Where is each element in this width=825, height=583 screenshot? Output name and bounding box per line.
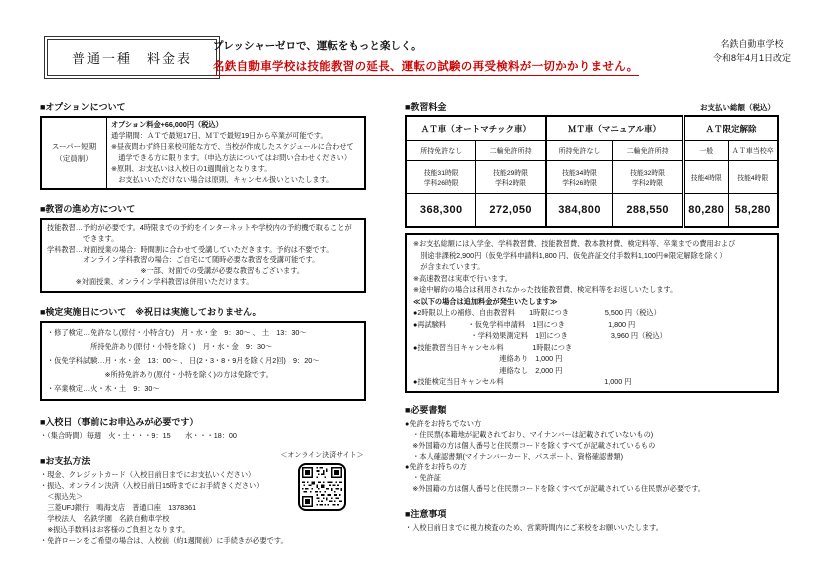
hours-cell	[476, 161, 546, 194]
payment-bank-line: 三菱UFJ銀行 鳴海支店 普通口座 1378361	[40, 503, 197, 513]
document-title-box	[44, 36, 220, 79]
progress-line: できます。	[47, 233, 119, 243]
payment-line: ・免許ローンをご希望の場合は、入校前（約1週間前）に手続きが必要です。	[40, 535, 288, 545]
pricing-table	[405, 115, 779, 228]
progress-line: オンライン学科教習の場合：ご自宅にて随時必要な教習を受講可能です。	[47, 255, 320, 265]
documents-line: ※外国籍の方は個人番号と住民票コードを除くすべてが記載されている住民票が必要です。	[405, 484, 705, 494]
school-info	[713, 38, 791, 66]
surcharge-line: ●再試験料 ・仮免学科申請料 1回につき 1,800 円	[413, 319, 636, 329]
exam-line: 所持免許あり(原付・小特を除く) 月・水・金 9：30～	[47, 342, 273, 352]
skill-hours: 技能29時限	[493, 170, 528, 177]
option-price-line: オプション料金+66,000円（税込）	[111, 120, 223, 129]
hours-cell	[683, 161, 728, 194]
entry-line: ・（集合時間）毎週 火・土・・・9：15 水・・・18：00	[40, 431, 237, 441]
documents-heading: ■必要書類	[405, 404, 447, 415]
exam-box	[40, 321, 366, 401]
document-title: 普通一種 料金表	[47, 39, 217, 76]
pricing-notes-box	[405, 233, 779, 393]
documents-line: ※外国籍の方は個人番号と住民票コードを除くすべてが記載されているもの	[405, 440, 656, 450]
progress-box	[40, 218, 366, 294]
progress-line: 技能教習…予約が必要です。4時限までの予約をインターネットや学校内の予約機で取ることが	[47, 222, 352, 232]
license-header: 一般	[683, 141, 728, 161]
price-cell: 384,800	[546, 194, 613, 228]
pricing-note: 別途非課税2,900円（仮免学科申請料1,800 円、仮免許証交付手数料1,100円※限定解除を除く）	[413, 250, 727, 260]
option-note-line: お支払いいただけない場合は原則、キャンセル扱いといたします。	[111, 174, 334, 184]
tagline-highlight: 名鉄自動車学校は技能教習の延長、運転の試験の再受検料が一切かかりません。	[213, 58, 639, 76]
license-header: ＡＴ車当校卒	[728, 141, 778, 161]
group-header-at-limited: ＡＴ限定解除	[683, 116, 778, 141]
documents-line: ●免許をお持ちでない方	[405, 418, 482, 428]
exam-heading: ■検定実施日について ※祝日は実施しておりません。	[40, 307, 262, 318]
tagline-text: プレッシャーゼロで、運転をもっと楽しく。	[213, 40, 422, 52]
option-table	[40, 116, 366, 190]
right-column	[405, 100, 779, 534]
exam-line: ・卒業検定…火・木・土 9：30～	[47, 384, 160, 394]
license-header: 二輪免許所持	[613, 141, 684, 161]
price-cell: 288,550	[613, 194, 684, 228]
price-cell: 368,300	[406, 194, 476, 228]
license-header: 二輪免許所持	[476, 141, 546, 161]
option-plan-name	[42, 118, 107, 188]
pricing-note: ※高速教習は実車で行います。	[413, 273, 512, 283]
lecture-hours: 学科26時限	[423, 180, 459, 187]
skill-hours: 技能4時限	[690, 175, 722, 182]
pricing-note: ※途中解約の場合は利用されなかった技能教習費、検定料等をお返しいたします。	[413, 285, 678, 295]
online-payment-block	[276, 450, 368, 512]
qr-code-image	[302, 467, 342, 507]
hours-cell	[613, 161, 684, 194]
cautions-line: ・入校日前日までに視力検査のため、営業時間内にご来校をお願いいたします。	[405, 523, 663, 533]
progress-line: ※対面授業、オンライン学科教習は併用いただけます。	[47, 277, 254, 287]
option-plan-line1: スーパー短期	[51, 141, 97, 151]
group-header-mt: ＭＴ車（マニュアル車）	[546, 116, 684, 141]
revision-date: 令和8年4月1日改定	[712, 52, 791, 63]
surcharge-line: 連絡なし 2,000 円	[413, 365, 563, 375]
price-cell: 272,050	[476, 194, 546, 228]
exam-line: ・修了検定…免許なし(原付・小特含む) 月・水・金 9：30～ 、 土 13：30～	[47, 328, 307, 338]
option-plan-line2: （定員制）	[55, 153, 93, 163]
option-details	[107, 118, 364, 188]
surcharge-line: 連絡あり 1,000 円	[413, 354, 563, 364]
license-header: 所持免許なし	[406, 141, 476, 161]
payment-line: ・現金、クレジットカード（入校日前日までにお支払いください）	[40, 470, 256, 480]
price-cell: 80,280	[683, 194, 728, 228]
documents-line: ●免許をお持ちの方	[405, 462, 467, 472]
payment-line: ・振込、オンライン決済（入校日前日15時までにお手続きください）	[40, 481, 264, 491]
pricing-heading: ■教習料金	[405, 102, 447, 112]
documents-line: ・免許証	[405, 473, 441, 483]
documents-line: ・本人確認書類(マイナンバーカード、パスポート、資格確認書類)	[405, 451, 623, 461]
hours-cell	[728, 161, 778, 194]
entry-heading: ■入校日（事前にお申込みが必要です）	[40, 417, 199, 428]
license-header: 所持免許なし	[546, 141, 613, 161]
surcharge-line: ●技能教習当日キャンセル料 1時限につき	[413, 342, 573, 352]
payment-line: ＜振込先＞	[40, 492, 84, 502]
online-payment-label: ＜オンライン決済サイト＞	[280, 452, 364, 459]
option-note-line: ※昼夜問わず終日来校可能な方で、当校が作成したスケジュールに合わせて	[111, 141, 354, 151]
option-heading: ■オプションについて	[40, 102, 126, 112]
school-name: 名鉄自動車学校	[720, 39, 784, 49]
exam-line: ※所持免許あり(原付・小特を除く)の方は免除です。	[47, 370, 273, 380]
price-cell: 58,280	[728, 194, 778, 228]
surcharge-title: ≪以下の場合は追加料金が発生いたします≫	[413, 296, 558, 306]
pricing-note: が含まれています。	[413, 262, 485, 272]
cautions-heading: ■注意事項	[405, 509, 447, 520]
skill-hours: 技能32時限	[630, 170, 665, 177]
skill-hours: 技能34時限	[562, 170, 597, 177]
skill-hours: 技能4時限	[737, 175, 769, 182]
payment-heading: ■お支払方法	[40, 456, 91, 467]
group-header-at: ＡＴ車（オートマチック車）	[406, 116, 546, 141]
hours-cell	[406, 161, 476, 194]
option-note-line: 通学期間：ＡＴで最短17日、ＭＴで最短19日から卒業が可能です。	[111, 130, 328, 140]
documents-line: ・住民票(本籍地が記載されており、マイナンバーは記載されていないもの)	[405, 429, 654, 439]
progress-line: ※一部、対面での受講が必要な教習もございます。	[47, 266, 305, 276]
progress-line: 学科教習…対面授業の場合：時間割に合わせて受講していただきます。予約は不要です。	[47, 244, 334, 254]
hours-cell	[546, 161, 613, 194]
surcharge-line: ●2時限以上の補修、自由教習料 1時限につき 5,500 円（税込）	[413, 308, 661, 318]
surcharge-line: ●技能検定当日キャンセル料 1,000 円	[413, 377, 632, 387]
lecture-hours: 学科2時限	[632, 180, 664, 187]
lecture-hours: 学科2時限	[495, 180, 527, 187]
exam-line: ・仮免学科試験…月・水・金 13：00～ 、 日(2・3・8・9月を除く月2回) 9：20～	[47, 356, 320, 366]
skill-hours: 技能31時限	[423, 170, 459, 177]
lecture-hours: 学科26時限	[562, 180, 597, 187]
payment-line: ※振込手数料はお客様のご負担となります。	[40, 525, 190, 535]
option-note-line: 通学できる方に限ります。（申込方法についてはお問い合わせください）	[111, 152, 352, 162]
surcharge-line: ・学科効果測定料 1回につき 3,960 円（税込）	[413, 331, 667, 341]
tax-note: お支払い総額（税込）	[700, 103, 775, 112]
progress-heading: ■教習の進め方について	[40, 203, 136, 214]
pricing-note: ※お支払総額には入学金、学科教習費、技能教習費、教本教材費、検定料等、卒業までの費用および	[413, 239, 736, 248]
payment-bank-line: 学校法人 名鉄学園 名鉄自動車学校	[40, 514, 170, 524]
option-note-line: ※原則、お支払いは入校日の1週間前となります。	[111, 163, 272, 173]
tagline-block	[213, 38, 639, 76]
qr-code	[298, 463, 346, 511]
